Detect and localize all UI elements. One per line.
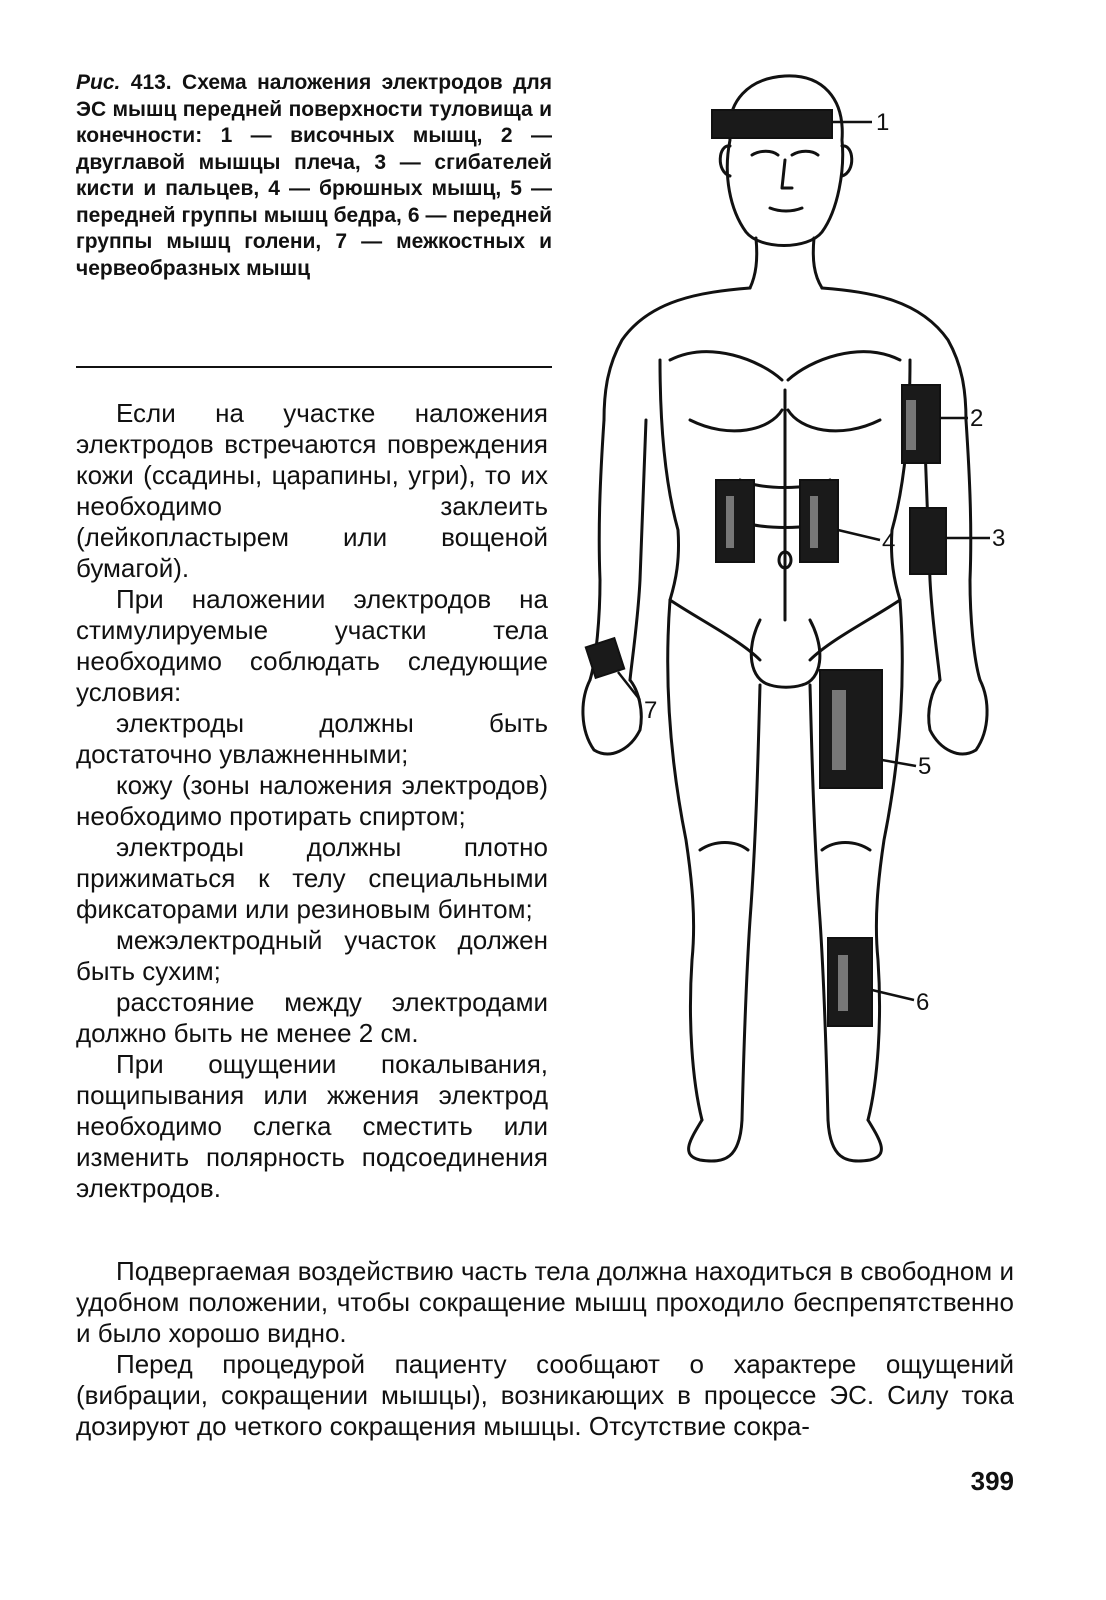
electrode-5-thigh [820,670,882,788]
condition-dry: межэлектродный участок должен быть сухим; [76,925,548,986]
label-4: 4 [882,529,896,556]
paragraph-procedure: Перед процедурой пациенту сообщают о характере ощущений (вибрации, сокращении мышцы), возникающих в процессе ЭС. Силу тока дозируют до четкого сокращения мышцы. Отсутствие сокра- [76,1349,1014,1441]
caption-prefix: Рис. [76,71,121,94]
paragraph-tingling: При ощущении покалывания, пощипывания или жжения электрод необходимо слегка сместить или изменить полярность подсоединения электродов. [76,1049,548,1203]
condition-fixators: электроды должны плотно прижиматься к телу специальными фиксаторами или резиновым бинтом; [76,832,548,924]
human-figure-illustration [560,60,1040,1180]
caption-text: Схема наложения электродов для ЭС мышц передней поверхности туловища и конечности: 1 — височных мышц, 2 — двуглавой мышцы плеча, 3 — сгибателей кисти и пальцев, 4 — брюшных мышц, 5 — передней группы мышц бедра, 6 — передней группы мышц голени, 7 — межкостных и червеобразных мышц [76,71,552,280]
electrode-4b-abdomen [800,480,838,562]
label-3: 3 [992,525,1006,552]
groin-outline [751,620,820,687]
paragraph-conditions-intro: При наложении электродов на стимулируемые участки тела необходимо соблюдать следующие условия: [76,584,548,707]
body-text-wide [76,1256,1014,1442]
paragraph-position: Подвергаемая воздействию часть тела должна находиться в свободном и удобном положении, чтобы сокращение мышц проходило беспрепятственно и было хорошо видно. [76,1256,1014,1348]
condition-moist: электроды должны быть достаточно увлажненными; [76,708,548,769]
electrode-3-forearm [910,508,946,574]
label-2: 2 [970,405,984,432]
label-1: 1 [876,109,890,136]
electrode-4a-abdomen [716,480,754,562]
condition-distance: расстояние между электродами должно быть не менее 2 см. [76,987,548,1048]
figure-caption [76,70,552,282]
paragraph-skin-damage: Если на участке наложения электродов встречаются повреждения кожи (ссадины, царапины, угри), то их необходимо заклеить (лейкопластырем или вощеной бумагой). [76,398,548,583]
electrode-6-shin [828,938,872,1026]
left-foot-outline [828,1120,881,1161]
condition-alcohol: кожу (зоны наложения электродов) необходимо протирать спиртом; [76,770,548,831]
label-5: 5 [918,753,932,780]
right-foot-outline [689,1120,742,1161]
body-electrode-diagram [560,60,1040,1180]
right-arm-outline [590,420,646,680]
right-leg-outline [668,600,760,1120]
caption-divider [76,366,552,368]
label-7: 7 [644,697,658,724]
left-hand-outline [929,680,987,754]
label-6: 6 [916,989,930,1016]
body-text-column [76,398,548,1204]
page-number: 399 [970,1466,1014,1496]
electrode-1-temple [712,110,832,138]
caption-number: 413. [130,71,172,94]
